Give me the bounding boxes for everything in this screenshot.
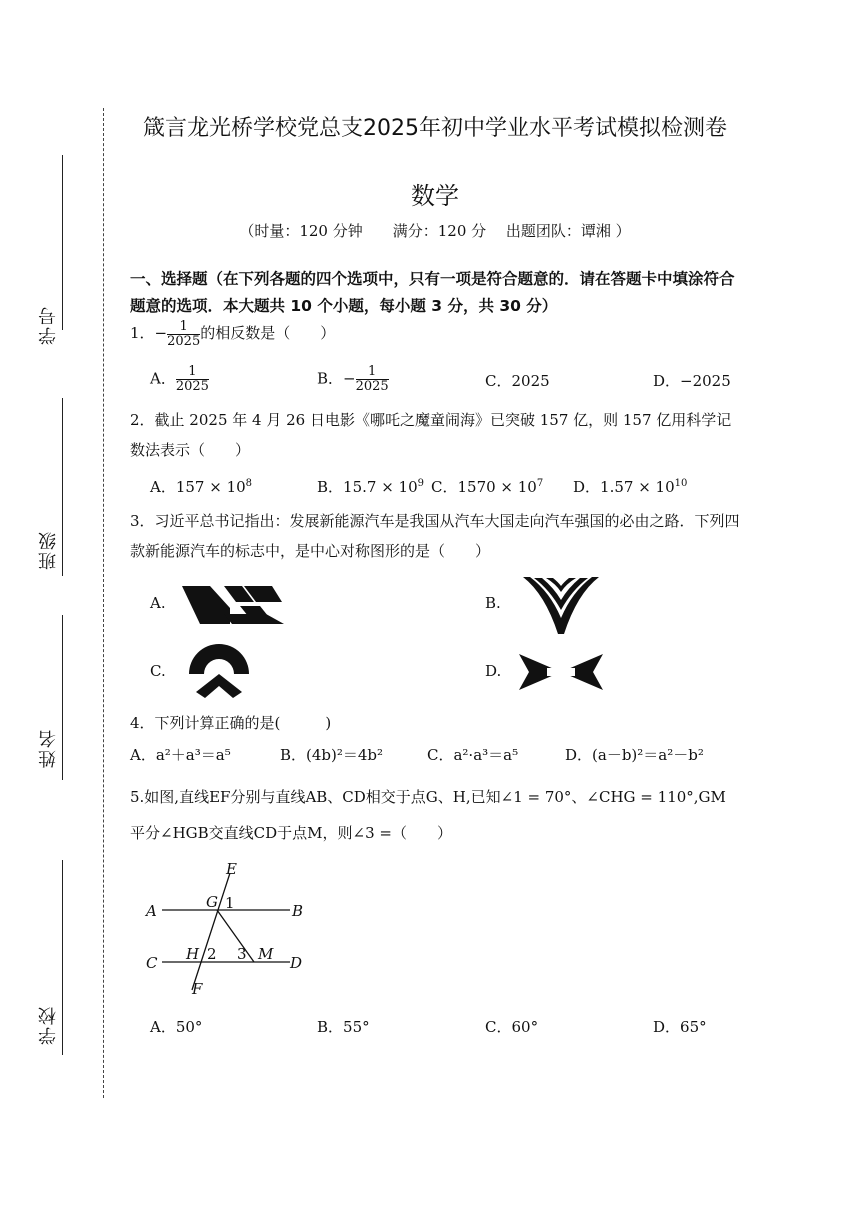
label-angle-1: 1 [225, 894, 235, 912]
question-5-line2: 平分∠HGB交直线CD于点M，则∠3 =（ ） [130, 824, 452, 842]
question-5-line1: 5.如图,直线EF分别与直线AB、CD相交于点G、H,已知∠1 = 70°、∠CHG = 110°,GM [130, 788, 726, 806]
label-angle-3: 3 [237, 945, 247, 963]
label-g: G [206, 893, 218, 911]
section-heading: 一、选择题（在下列各题的四个选项中，只有一项是符合题意的．请在答题卡中填涂符合题意的选项．本大题共 10 个小题，每小题 3 分，共 30 分） [130, 270, 735, 315]
q2-option-b[interactable]: B．$15.7 \times 10^9$ [317, 478, 424, 496]
logo-d-icon[interactable] [517, 652, 605, 694]
school-line [62, 860, 63, 1055]
name-line [62, 615, 63, 780]
q4-option-b[interactable]: B．(4b)²＝4b² [280, 746, 384, 764]
q4-option-c[interactable]: C．a²·a³＝a⁵ [427, 746, 519, 764]
line-gm [217, 910, 254, 962]
q5-option-c[interactable]: C．60° [485, 1018, 539, 1036]
exam-meta: （时量：120 分钟 满分：120 分 出题团队：谭湘 ） [239, 222, 631, 240]
q1-option-b[interactable]: B．− $\frac{1}{2025}$ [317, 364, 389, 394]
q1-option-d[interactable]: D．−2025 [653, 372, 731, 390]
exam-title: 箴言龙光桥学校党总支2025年初中学业水平考试模拟检测卷 [143, 116, 727, 141]
q5-option-a[interactable]: A．50° [150, 1018, 203, 1036]
q2-option-c[interactable]: C．$1570 \times 10^7$ [431, 478, 544, 496]
student-id-line [62, 155, 63, 330]
q3-option-a-label[interactable]: A. [150, 594, 166, 612]
q2-option-a[interactable]: A．$157 \times 10^8$ [150, 478, 253, 496]
label-a: A [146, 902, 157, 920]
fraction: $\frac{1}{2025}$ [167, 318, 201, 349]
q5-option-b[interactable]: B．55° [317, 1018, 370, 1036]
line-ef [192, 873, 230, 990]
question-2: 2．截止 2025 年 4 月 26 日电影《哪吒之魔童闹海》已突破 157 亿，则 157 亿用科学记数法表示（ ） [130, 411, 732, 459]
q4-option-a[interactable]: A．a²＋a³＝a⁵ [130, 746, 231, 764]
label-d: D [290, 954, 303, 972]
label-e: E [226, 860, 237, 878]
label-b: B [292, 902, 304, 920]
fold-line [103, 108, 104, 1098]
question-4: 4．下列计算正确的是( ) [130, 714, 332, 732]
question-1: 1．− $\frac{1}{2025}$ 的相反数是（ ） [130, 318, 336, 349]
student-id-label: 学号 [38, 305, 59, 345]
q2-option-d[interactable]: D．$1.57 \times 10^{10}$ [573, 478, 688, 496]
class-label: 班级 [38, 530, 59, 570]
question-3: 3．习近平总书记指出：发展新能源汽车是我国从汽车大国走向汽车强国的必由之路．下列四款新能源汽车的标志中，是中心对称图形的是（ ） [130, 512, 740, 560]
q3-option-b-label[interactable]: B. [485, 594, 501, 612]
q1-option-a[interactable]: A． $\frac{1}{2025}$ [150, 364, 209, 394]
geometry-figure [140, 858, 320, 1003]
q1-option-c[interactable]: C．2025 [485, 372, 550, 390]
name-label: 姓名 [38, 728, 59, 768]
subject-title: 数学 [411, 182, 459, 210]
q3-option-d-label[interactable]: D. [485, 662, 502, 680]
q4-option-d[interactable]: D．(a－b)²＝a²－b² [565, 746, 704, 764]
logo-b-icon[interactable] [520, 574, 602, 636]
label-angle-2: 2 [207, 945, 217, 963]
logo-c-icon[interactable] [186, 640, 252, 700]
school-label: 学校 [38, 1005, 59, 1045]
label-f: F [192, 980, 203, 998]
label-c: C [146, 954, 158, 972]
label-h: H [186, 945, 200, 963]
label-m: M [258, 945, 274, 963]
q3-option-c-label[interactable]: C. [150, 662, 166, 680]
class-line [62, 398, 63, 576]
logo-a-icon[interactable] [180, 584, 285, 626]
q5-option-d[interactable]: D．65° [653, 1018, 707, 1036]
